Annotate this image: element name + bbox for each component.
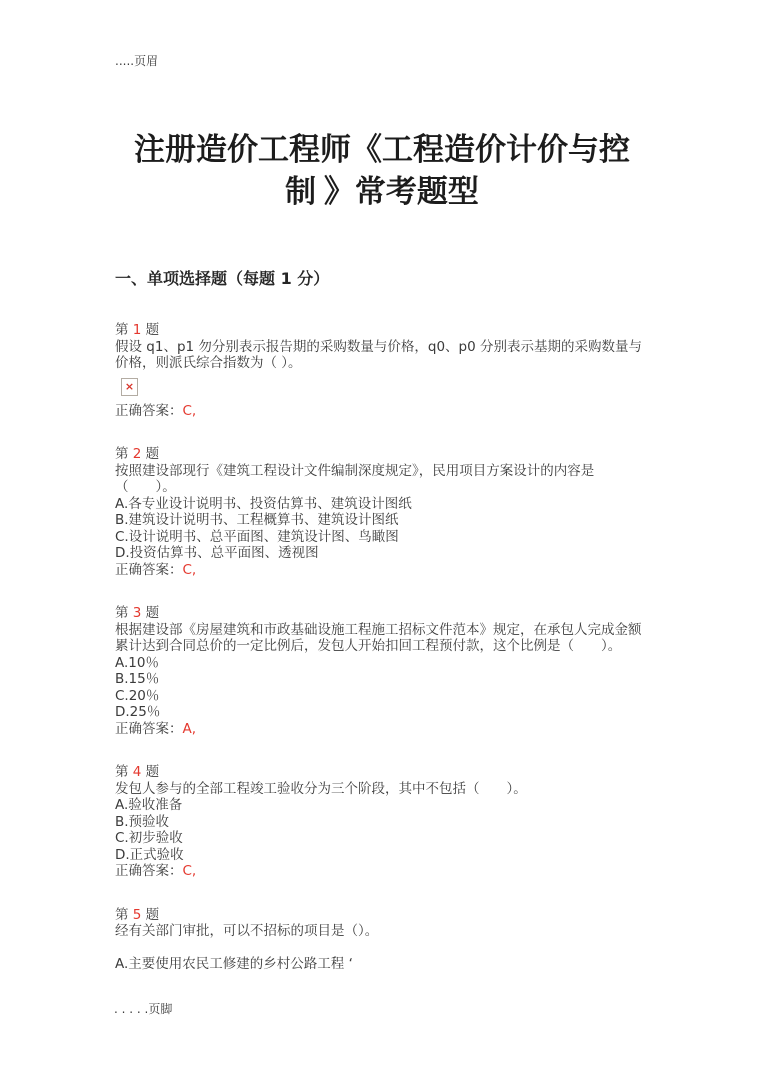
question-1-answer-line [115, 403, 649, 420]
answer-prefix-label: 正确答案： [115, 402, 183, 419]
question-2-number-line [115, 446, 649, 463]
question-suffix-label: 题 [141, 605, 160, 621]
red-x-glyph: × [124, 379, 135, 393]
question-number: 5 [132, 906, 142, 923]
option-a: A.主要使用农民工修建的乡村公路工程 ‘ [115, 956, 353, 972]
section-heading: 一、单项选择题（每题 1 分） [115, 269, 330, 288]
question-prefix-label: 第 [115, 764, 133, 780]
question-number: 4 [132, 764, 142, 780]
option-a: A.10％ [115, 654, 159, 671]
question-4-body: 发包人参与的全部工程竣工验收分为三个阶段，其中不包括（ ）。 [115, 780, 527, 797]
broken-image-icon[interactable] [121, 378, 138, 396]
question-3-body: 根据建设部《房屋建筑和市政基础设施工程施工招标文件范本》规定，在承包人完成金额累计达到合同总价的一定比例后，发包人开始扣回工程预付款，这个比例是（ ）。 [115, 621, 642, 654]
page-footer-marker: . . . . .页脚 [114, 1002, 173, 1016]
question-4-answer-line [115, 863, 649, 880]
option-d: D.25％ [115, 704, 161, 720]
question-number: 3 [132, 605, 142, 621]
option-b: B.预验收 [115, 813, 170, 830]
option-b: B.15％ [115, 671, 160, 687]
page-header-marker: .....页眉 [115, 54, 159, 68]
answer-prefix-label: 正确答案： [115, 561, 183, 578]
question-suffix-label: 题 [141, 764, 160, 780]
question-suffix-label: 题 [141, 446, 160, 462]
option-c: C.20％ [115, 687, 160, 704]
answer-value: A, [182, 720, 197, 737]
answer-value: C, [182, 863, 197, 879]
question-3-answer-line [115, 721, 649, 738]
option-c: C.设计说明书、总平面图、建筑设计图、鸟瞰图 [115, 528, 399, 545]
answer-value: C, [182, 402, 197, 419]
question-prefix-label: 第 [115, 322, 133, 338]
question-prefix-label: 第 [115, 446, 133, 462]
option-a: A.各专业设计说明书、投资估算书、建筑设计图纸 [115, 495, 412, 512]
question-4-number-line [115, 764, 649, 781]
question-1-number-line [115, 322, 649, 339]
option-d: D.正式验收 [115, 846, 184, 863]
question-4 [115, 764, 649, 880]
answer-value: C, [182, 561, 197, 578]
question-1 [115, 322, 649, 419]
question-prefix-label: 第 [115, 906, 133, 923]
document-title: 注册造价工程师《工程造价计价与控制 》常考题型 [134, 132, 630, 209]
option-a: A.验收准备 [115, 797, 183, 813]
answer-prefix-label: 正确答案： [115, 863, 183, 879]
question-3-number-line [115, 605, 649, 622]
question-number: 1 [132, 322, 142, 338]
question-suffix-label: 题 [141, 322, 160, 338]
question-5-number-line [115, 907, 649, 924]
question-3 [115, 605, 649, 737]
option-d: D.投资估算书、总平面图、透视图 [115, 545, 319, 561]
answer-prefix-label: 正确答案： [115, 720, 183, 737]
question-1-body: 假设 q1、p1 勿分别表示报告期的采购数量与价格，q0、p0 分别表示基期的采购数量与价格，则派氏综合指数为（ ）。 [115, 338, 643, 371]
question-suffix-label: 题 [141, 906, 160, 923]
question-2 [115, 446, 649, 578]
question-5-body: 经有关部门审批，可以不招标的项目是（）。 [115, 923, 379, 939]
question-prefix-label: 第 [115, 605, 133, 621]
question-2-body: 按照建设部现行《建筑工程设计文件编制深度规定》，民用项目方案设计的内容是（ ）。 [115, 462, 595, 495]
question-number: 2 [132, 446, 142, 462]
question-5 [115, 907, 649, 973]
question-2-answer-line [115, 562, 649, 579]
option-b: B.建筑设计说明书、工程概算书、建筑设计图纸 [115, 512, 399, 528]
option-c: C.初步验收 [115, 830, 183, 846]
